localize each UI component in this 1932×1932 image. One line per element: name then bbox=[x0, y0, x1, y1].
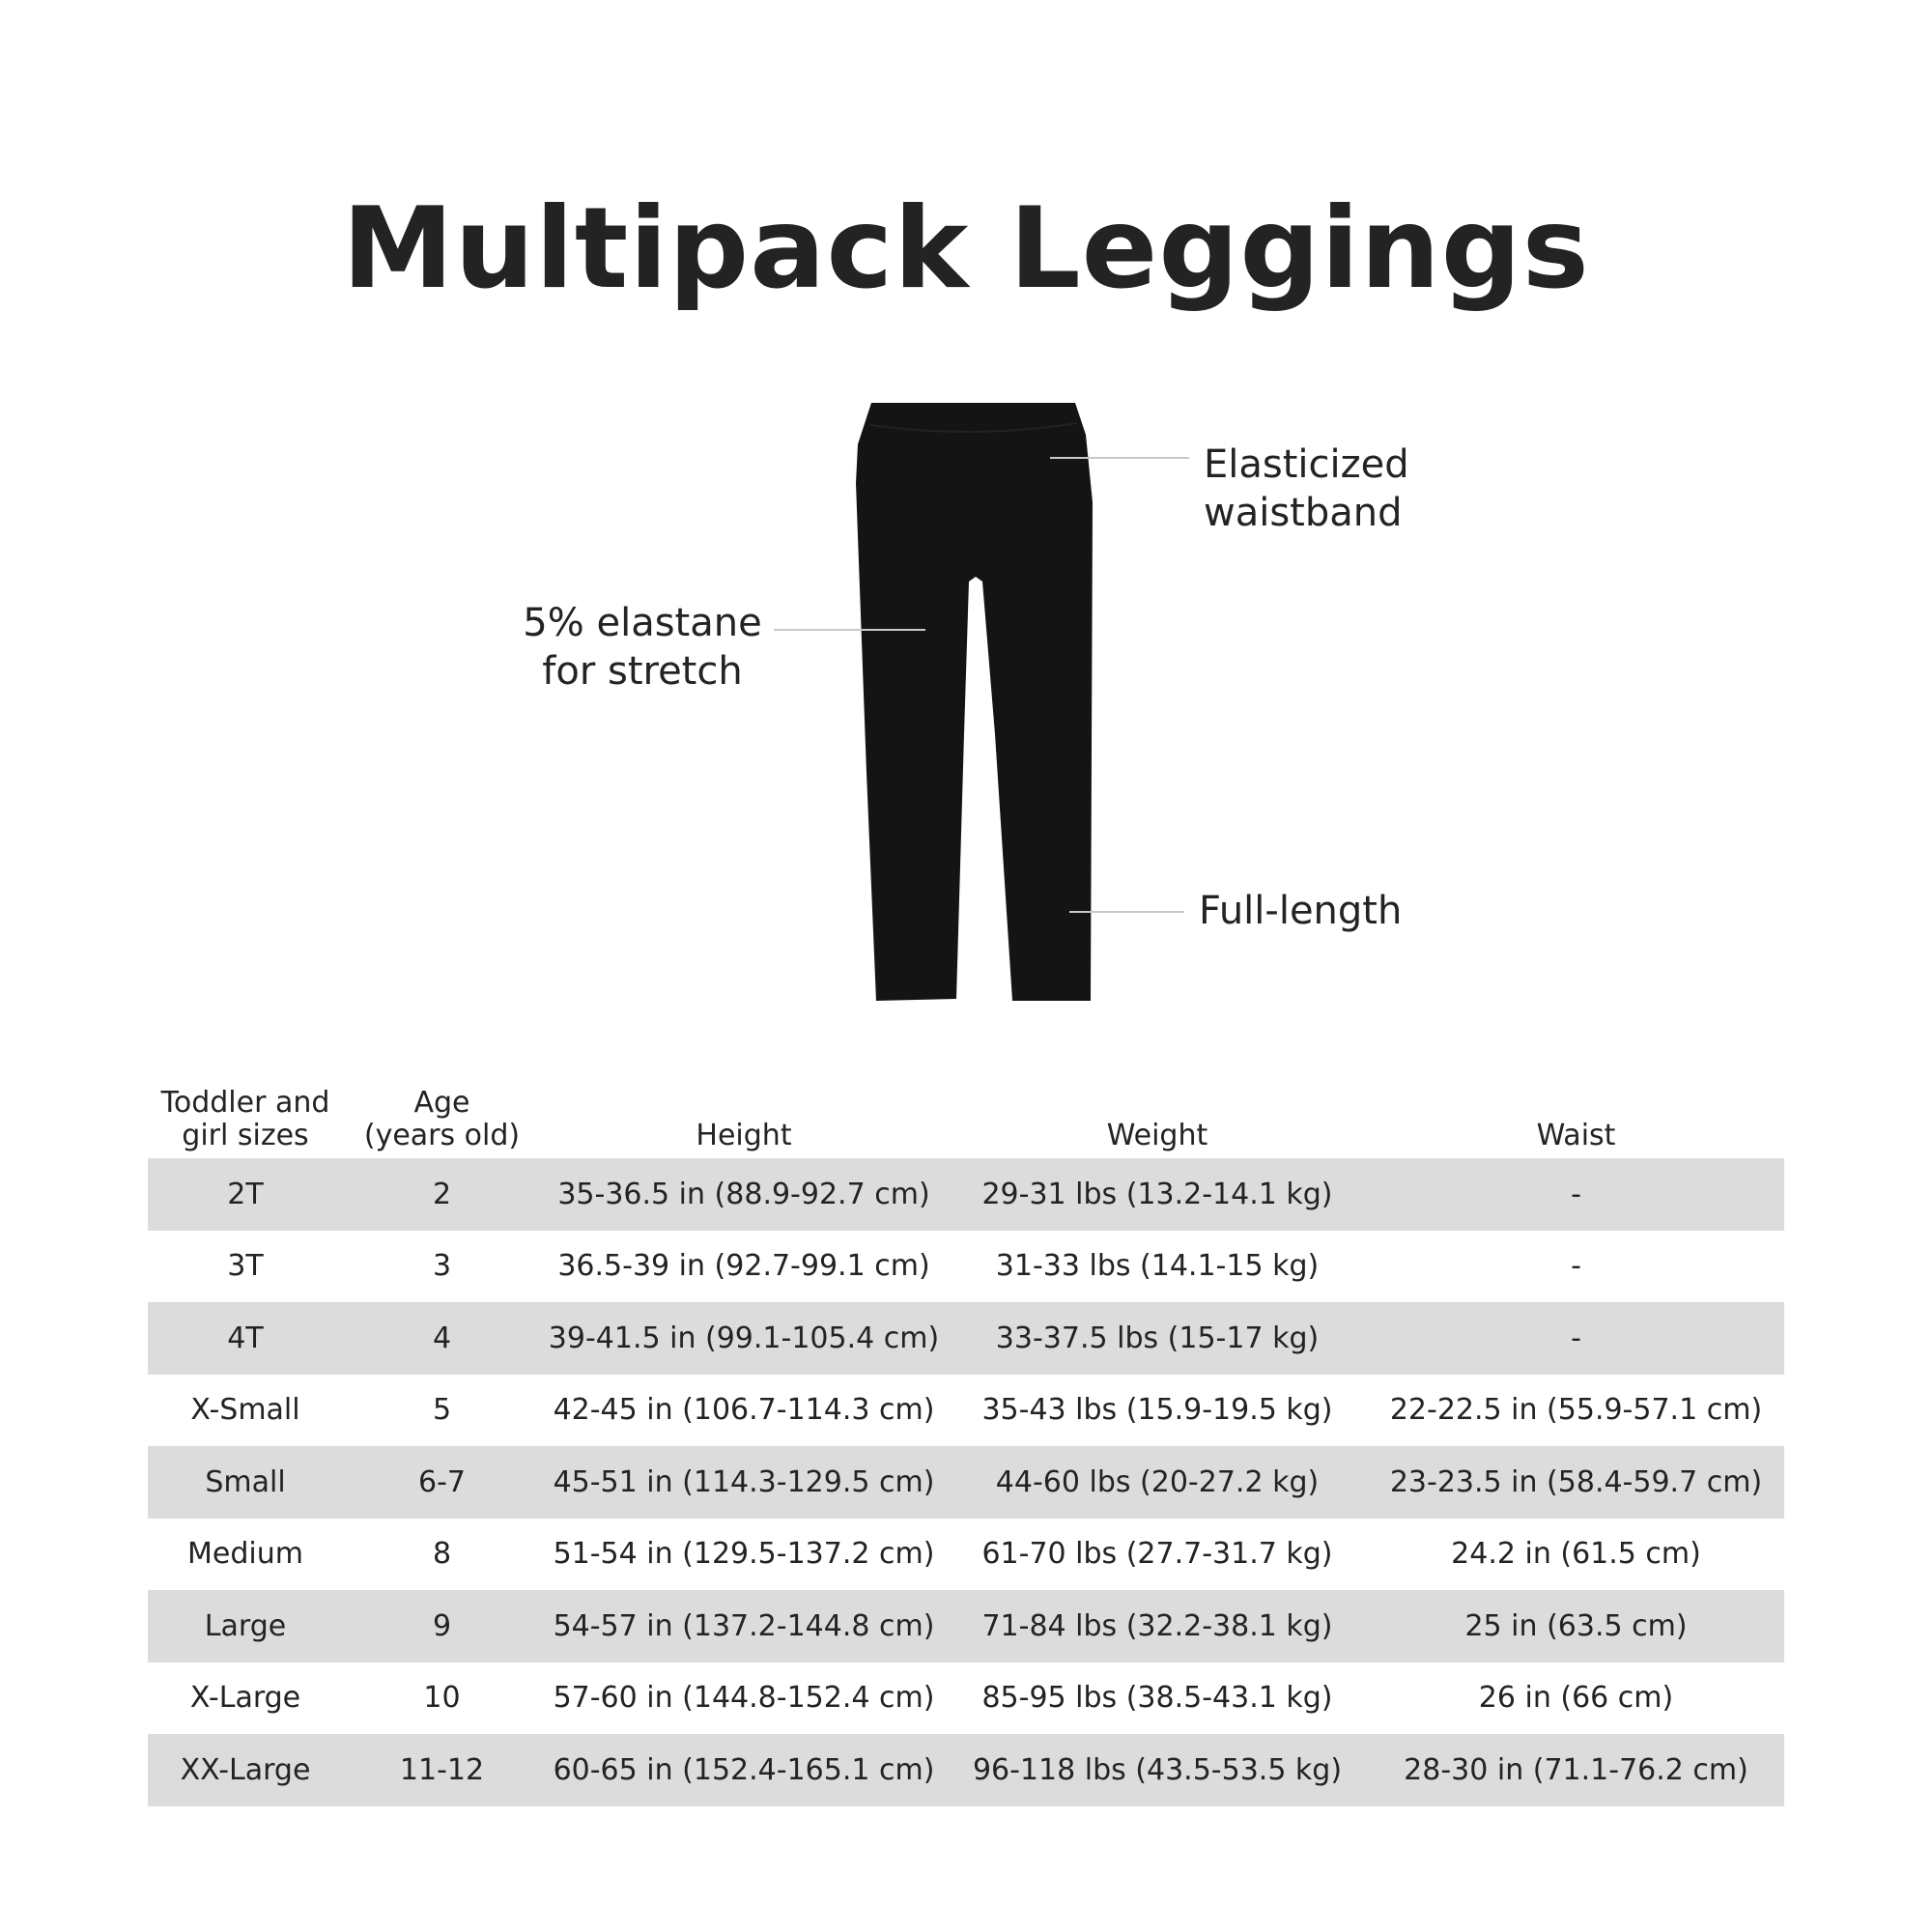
cell-size: Small bbox=[148, 1446, 343, 1519]
cell-waist: 24.2 in (61.5 cm) bbox=[1451, 1537, 1701, 1572]
cell-age: 5 bbox=[432, 1393, 452, 1428]
table-row bbox=[148, 1158, 1784, 1231]
length-callout-line bbox=[1069, 911, 1184, 913]
elastane-callout bbox=[522, 599, 763, 696]
cell-waist: 28-30 in (71.1-76.2 cm) bbox=[1368, 1734, 1784, 1806]
cell-weight: 85-95 lbs (38.5-43.1 kg) bbox=[981, 1681, 1333, 1716]
cell-age: 10 bbox=[423, 1681, 461, 1716]
cell-weight: 35-43 lbs (15.9-19.5 kg) bbox=[981, 1393, 1333, 1428]
cell-size: Medium bbox=[187, 1537, 303, 1572]
table-row bbox=[148, 1590, 1784, 1662]
cell-waist: 22-22.5 in (55.9-57.1 cm) bbox=[1389, 1393, 1763, 1428]
table-row bbox=[148, 1446, 1784, 1519]
waistband-callout-line bbox=[1050, 457, 1189, 459]
callout-text: Elasticized bbox=[1204, 442, 1409, 487]
table-header-row bbox=[148, 1087, 1784, 1158]
callout-text: 5% elastane bbox=[523, 601, 762, 645]
cell-weight: 96-118 lbs (43.5-53.5 kg) bbox=[947, 1734, 1368, 1806]
cell-age: 4 bbox=[343, 1302, 541, 1375]
cell-height: 36.5-39 in (92.7-99.1 cm) bbox=[557, 1249, 930, 1284]
cell-height: 57-60 in (144.8-152.4 cm) bbox=[553, 1681, 935, 1716]
table-row bbox=[148, 1734, 1784, 1806]
cell-weight: 44-60 lbs (20-27.2 kg) bbox=[947, 1446, 1368, 1519]
cell-weight: 71-84 lbs (32.2-38.1 kg) bbox=[947, 1590, 1368, 1662]
table-row bbox=[148, 1231, 1784, 1303]
cell-size: XX-Large bbox=[148, 1734, 343, 1806]
cell-age: 3 bbox=[432, 1249, 452, 1284]
header-waist: Waist bbox=[1536, 1119, 1616, 1152]
table-row bbox=[148, 1375, 1784, 1447]
length-callout bbox=[1199, 887, 1402, 935]
table-row bbox=[148, 1662, 1784, 1735]
cell-weight: 33-37.5 lbs (15-17 kg) bbox=[947, 1302, 1368, 1375]
cell-age: 11-12 bbox=[343, 1734, 541, 1806]
cell-waist: 25 in (63.5 cm) bbox=[1368, 1590, 1784, 1662]
cell-weight: 29-31 lbs (13.2-14.1 kg) bbox=[947, 1158, 1368, 1231]
elastane-callout-line bbox=[774, 629, 925, 631]
cell-waist: - bbox=[1368, 1302, 1784, 1375]
cell-height: 60-65 in (152.4-165.1 cm) bbox=[541, 1734, 947, 1806]
table-row bbox=[148, 1302, 1784, 1375]
callout-text: Full-length bbox=[1199, 889, 1403, 933]
header-weight: Weight bbox=[1106, 1119, 1208, 1152]
cell-size: 3T bbox=[227, 1249, 264, 1284]
cell-height: 35-36.5 in (88.9-92.7 cm) bbox=[541, 1158, 947, 1231]
header-height: Height bbox=[696, 1119, 792, 1152]
cell-height: 45-51 in (114.3-129.5 cm) bbox=[541, 1446, 947, 1519]
cell-age: 8 bbox=[432, 1537, 452, 1572]
header-size: Toddler and girl sizes bbox=[160, 1086, 330, 1152]
cell-height: 42-45 in (106.7-114.3 cm) bbox=[553, 1393, 935, 1428]
cell-waist: 26 in (66 cm) bbox=[1478, 1681, 1674, 1716]
cell-waist: - bbox=[1368, 1158, 1784, 1231]
cell-size: 4T bbox=[148, 1302, 343, 1375]
cell-height: 51-54 in (129.5-137.2 cm) bbox=[553, 1537, 935, 1572]
waistband-callout bbox=[1204, 440, 1409, 537]
cell-height: 54-57 in (137.2-144.8 cm) bbox=[541, 1590, 947, 1662]
cell-age: 2 bbox=[343, 1158, 541, 1231]
page-title: Multipack Leggings bbox=[342, 184, 1590, 314]
cell-age: 9 bbox=[343, 1590, 541, 1662]
header-age: Age (years old) bbox=[363, 1086, 521, 1152]
cell-size: Large bbox=[148, 1590, 343, 1662]
cell-size: X-Small bbox=[190, 1393, 300, 1428]
cell-age: 6-7 bbox=[343, 1446, 541, 1519]
callout-text: waistband bbox=[1204, 491, 1403, 535]
table-row bbox=[148, 1519, 1784, 1591]
cell-waist: - bbox=[1571, 1249, 1581, 1284]
callout-text: for stretch bbox=[542, 649, 743, 694]
cell-weight: 31-33 lbs (14.1-15 kg) bbox=[995, 1249, 1320, 1284]
cell-size: 2T bbox=[148, 1158, 343, 1231]
cell-height: 39-41.5 in (99.1-105.4 cm) bbox=[541, 1302, 947, 1375]
cell-weight: 61-70 lbs (27.7-31.7 kg) bbox=[981, 1537, 1333, 1572]
leggings-shape bbox=[856, 403, 1093, 1001]
cell-size: X-Large bbox=[189, 1681, 301, 1716]
cell-waist: 23-23.5 in (58.4-59.7 cm) bbox=[1368, 1446, 1784, 1519]
size-chart-table bbox=[148, 1087, 1784, 1806]
